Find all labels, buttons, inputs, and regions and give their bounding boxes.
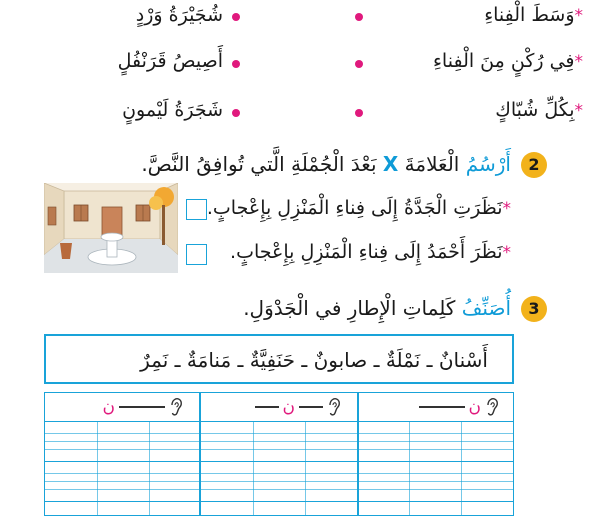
word-box	[44, 334, 514, 384]
exercise-2-instruction	[141, 150, 511, 178]
match-left-2: أَصِيصُ قَرَنْفُلٍ	[117, 50, 223, 72]
sentence-1: *نَظَرَتِ الْجَدَّةُ إِلَى فِناءِ الْمَنْزِلِ بِإِعْجابٍ.	[206, 197, 511, 219]
exercise-number-badge: 2	[521, 152, 547, 178]
match-dot-left-1[interactable]	[232, 13, 240, 21]
match-left-1: شُجَيْرَةُ وَرْدٍ	[135, 4, 223, 26]
courtyard-illustration	[44, 183, 178, 273]
blank-line	[299, 406, 323, 408]
column-header-2	[255, 395, 341, 419]
target-letter: ن	[282, 397, 295, 417]
sentence-2: *نَظَرَ أَحْمَدُ إِلَى فِناءِ الْمَنْزِلِ بِإِعْجابٍ.	[230, 241, 511, 263]
ear-icon	[169, 397, 183, 417]
match-right-text: فِي رُكْنٍ مِنَ الْفِناءِ	[433, 50, 575, 72]
target-letter: ن	[468, 397, 481, 417]
answer-checkbox-2[interactable]	[186, 244, 207, 265]
blank-line	[255, 406, 279, 408]
column-header-1	[419, 395, 499, 419]
match-right-2	[433, 48, 583, 74]
match-right-text: بِكُلِّ شُبّاكٍ	[495, 99, 575, 121]
star-bullet: *	[574, 6, 583, 26]
match-dot-left-3[interactable]	[232, 109, 240, 117]
instruction-text: بَعْدَ الْجُمْلَةِ الَّتي تُوافِقُ النَّصَّ.	[141, 152, 377, 176]
instruction-verb: أُصَنِّفُ	[461, 296, 511, 320]
match-dot-right-2[interactable]	[355, 60, 363, 68]
instruction-verb: أَرْسُمُ	[465, 152, 511, 176]
x-mark: X	[382, 152, 399, 176]
column-header-3	[103, 395, 183, 419]
match-right-1	[484, 2, 583, 28]
blank-line	[419, 406, 465, 408]
ear-icon	[327, 397, 341, 417]
match-dot-right-3[interactable]	[355, 109, 363, 117]
word-list: أَسْنانٌ ـ نَمْلَةٌ ـ صابونٌ ـ حَنَفِيَّةٌ ـ مَنامَةٌ ـ نَمِرٌ	[140, 348, 488, 372]
exercise-3-instruction	[243, 294, 511, 322]
match-right-text: وَسَطَ الْفِناءِ	[484, 4, 575, 26]
classification-table	[44, 392, 514, 516]
answer-checkbox-1[interactable]	[186, 199, 207, 220]
match-dot-right-1[interactable]	[355, 13, 363, 21]
instruction-text: كَلِماتِ الْإِطارِ في الْجَدْوَلِ.	[243, 296, 456, 320]
star-bullet: *	[574, 52, 583, 72]
ear-icon	[485, 397, 499, 417]
instruction-text: الْعَلامَةَ	[404, 152, 460, 176]
target-letter: ن	[102, 397, 115, 417]
sentence-text: نَظَرَتِ الْجَدَّةُ إِلَى فِناءِ الْمَنْزِلِ بِإِعْجابٍ.	[206, 197, 503, 219]
match-right-3	[495, 97, 583, 123]
match-left-3: شَجَرَةُ لَيْمونٍ	[122, 99, 223, 121]
sentence-text: نَظَرَ أَحْمَدُ إِلَى فِناءِ الْمَنْزِلِ بِإِعْجابٍ.	[230, 241, 503, 263]
blank-line	[119, 406, 165, 408]
star-bullet: *	[574, 101, 583, 121]
exercise-number-badge: 3	[521, 296, 547, 322]
match-dot-left-2[interactable]	[232, 60, 240, 68]
